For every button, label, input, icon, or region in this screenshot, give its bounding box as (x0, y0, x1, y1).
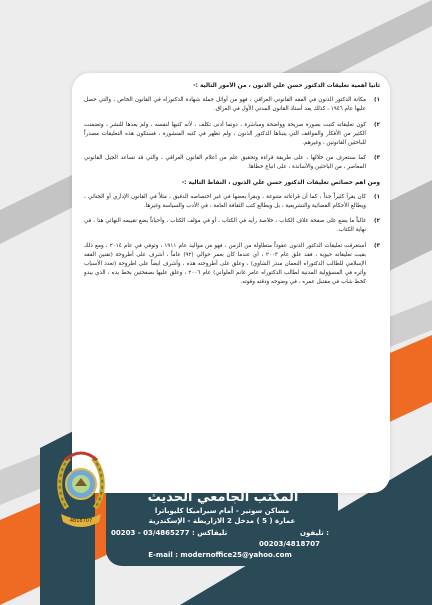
list-item (84, 217, 380, 235)
list-item-number: ٣) (374, 242, 380, 249)
section1-heading: ثانياً أهمية تعليقات الدكتور حسن علي الذنون ، من الأمور التالية :- (193, 83, 380, 89)
page-content (84, 82, 380, 488)
publisher-phone-row (111, 529, 329, 538)
publisher-email: E-mail : modernoffice25@yahoo.com (148, 551, 292, 559)
list-item (84, 121, 380, 149)
list-item-number: ٢) (374, 121, 380, 128)
list-item (84, 154, 380, 172)
publisher-emblem-logo (55, 444, 107, 534)
list-item-number: ٣) (374, 155, 380, 162)
list-item-text: أستغرقت تعليقات الدكتور الذنون عقوداً متطاولة من الزمن ، فهو من مواليد عام ١٩١١ ، وتوفي في عام ٢٠١٤ ، ومع ذلك بقيت تعليقاته حيوية ، فقد علق عام ٢٠٠٣ ، أي عندما كان بعمر حوالي (٩٢) عاماً ، أشرف على أطروحة (تقنين الفقه الإسلامي للطالب الدكتوراه النعمان منذر الشاوي) ، وعلق على أطروحته هذه ، وأشرف ايضاً على اطروحة (تعدد الأسباب وأثره في المسؤولية المدنية لطالب الدكتوراه عامر غانم العلواني) عام ٢٠٠٦ ، وعلق عليها بصفحتين بخط يده ، الذي يبدو كخط شاب في مقتبل عمره ، في وضوحه ودقته وقوته. (84, 242, 366, 286)
list-item-number: ١) (374, 193, 380, 200)
list-item-number: ١) (374, 97, 380, 104)
list-item-text: كما سنتعرف من خلالها ، على طريقة قراءة وتحقيق علم من أعلام القانون العراقي ، والتي قد تساعد الجيل القانوني المعاصر ، من الباحثين والأساتذة ، على اتباع خطاها. (84, 155, 366, 171)
list-item-number: ٢) (374, 218, 380, 225)
publisher-address-line2: عمارة ( 5 ) مدخل 2 الازاريطة - الإسكندرية (148, 517, 296, 525)
publisher-address-line1: مساكن سوتير - أمام سيراميكا كليوباترا (154, 507, 290, 515)
list-item (84, 242, 380, 288)
list-item-text: غالباً ما يضع على صفحة غلاف الكتاب ، خلاصة رأيه في الكتاب ، أو في مؤلف الكتاب ، وأحياناً يضع تقييمه النهائي هنا ، في نهاية الكتاب. (84, 218, 366, 234)
list-item (84, 96, 380, 114)
list-item-text: كون تعليقاته كتبت بصورة صريحة وواضحة ومباشرة ، دونما أدنى تكلف ، لأنه كتبها لنفسه ، ولم يعدها للنشر ، وتضمنت الكثير من الأفكار والمواقف التي يتبناها الدكتور الذنون ، ولم تظهر في كتبه المنشورة ، فستكون هذه التعليقات مصدراً للباحثين القانونين ، وغيرهم. (84, 121, 366, 147)
list-item (84, 193, 380, 211)
list-item-text: كان يقرأ كثيراً جداً ، كما أن قراءاته متنوعة ، ويقرأ بعضها في غير اختصاصه الدقيق ، مثلاً في القانون الإداري أو الجنائي ، ويطالع الأحكام القضائية والتشريعية ، بل ويطالع كتب الثقافة العامة ، في الأدب والسياسة وغيرها. (84, 193, 366, 210)
publisher-fax: تليفاكس : 03/4865277 - 00203 (111, 529, 228, 537)
publisher-phone-number: 00203/4818707 (258, 540, 320, 548)
publisher-name: المكتب الجامعي الحديث (147, 490, 299, 505)
publisher-phone-label: تليفون : (300, 529, 329, 537)
section2-heading: ومن اهم خصائص تعليقات الدكتور حسن علي الذنون ، النقاط التالية :- (181, 179, 380, 186)
list-item-text: مكانة الدكتور الذنون في الفقه القانوني العراقي ، فهو من أوائل حملة شهادة الدكتوراه في القانون الخاص ، والتي حصل عليها عام ١٩٤٦ ، كذلك يعد أستاذ القانون المدني الأول في العراق. (84, 97, 366, 113)
emblem-number: 4818707 (69, 518, 93, 524)
